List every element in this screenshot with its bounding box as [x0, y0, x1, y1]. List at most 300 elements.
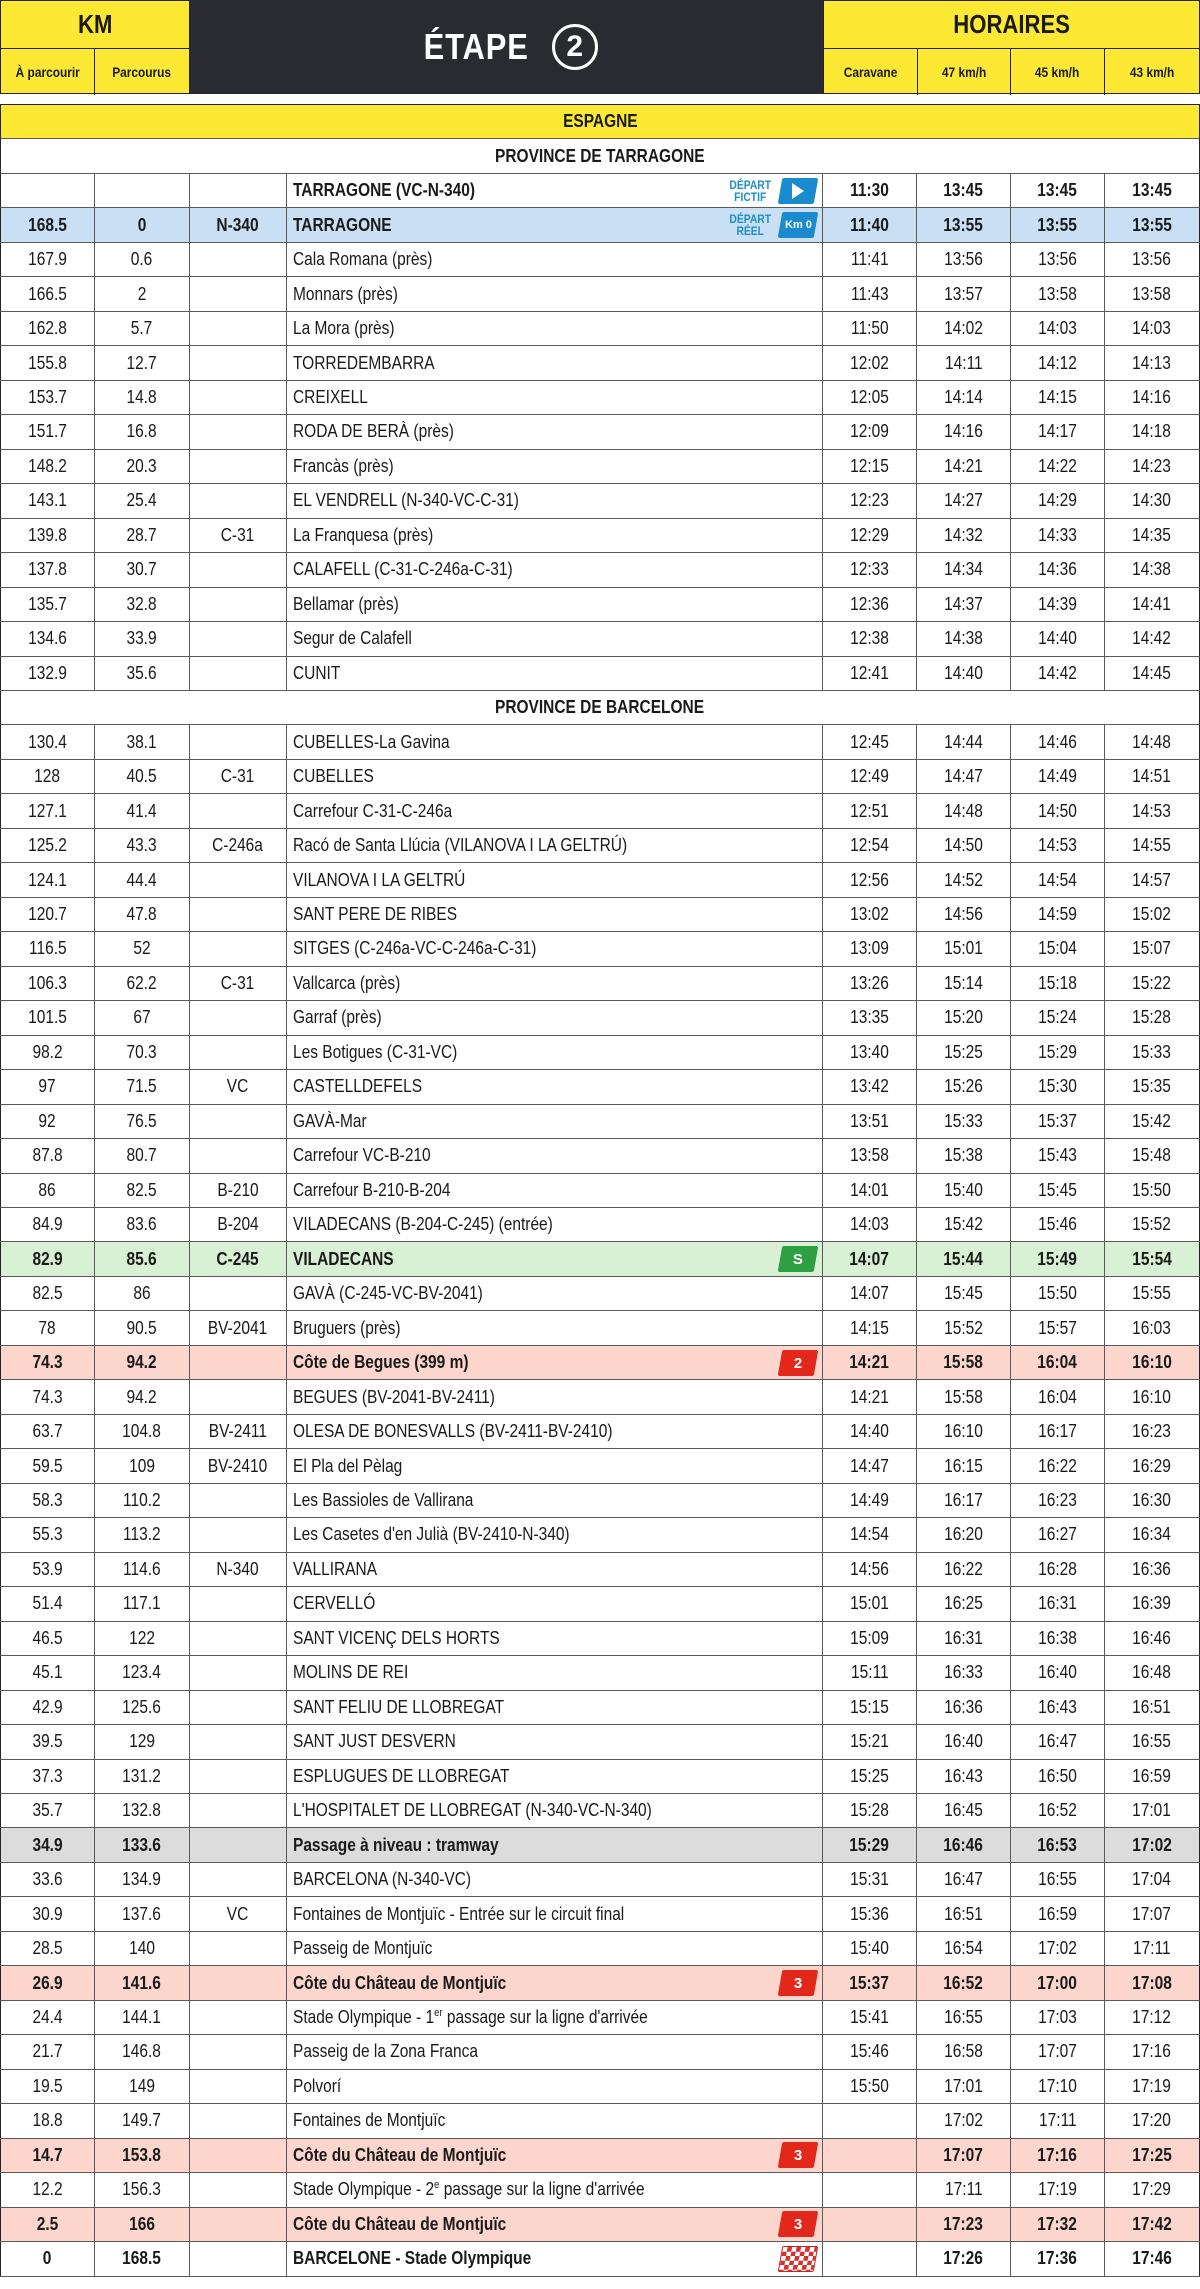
table-row	[0, 208, 1200, 242]
cell-place	[287, 1208, 823, 1241]
cell-text: TARRAGONE (VC-N-340)	[293, 180, 476, 201]
cell-text: 14:54	[1038, 869, 1077, 890]
cell-done	[95, 1794, 190, 1827]
cell-text: 153.8	[122, 2144, 162, 2165]
cell-text: 16:46	[943, 1834, 984, 1855]
cell-text: 13:58	[1038, 283, 1077, 304]
cell-text: 15:46	[850, 2041, 889, 2062]
table-row	[0, 450, 1200, 484]
cell-text: 14:59	[1038, 904, 1077, 925]
climb-category-flag-icon	[778, 2211, 819, 2237]
cell-text: 12:23	[850, 490, 889, 511]
cell-text: 134.9	[122, 1869, 162, 1890]
province-barcelone-row	[0, 691, 1200, 725]
cell-text: 11:50	[850, 318, 889, 339]
cell-s45	[1011, 1001, 1105, 1034]
cell-s47	[917, 174, 1011, 207]
cell-s43	[1105, 1380, 1200, 1413]
cell-text: 17:16	[1132, 2041, 1172, 2062]
cell-text: 14:11	[944, 352, 983, 373]
cell-s45	[1011, 381, 1105, 414]
cell-text: 19.5	[32, 2075, 63, 2096]
cell-text: 14:02	[944, 318, 983, 339]
cell-rem	[0, 1691, 95, 1724]
cell-road	[190, 1794, 287, 1827]
cell-s43	[1105, 277, 1200, 310]
cell-text: 17:32	[1037, 2213, 1078, 2234]
cell-text: 15:52	[944, 1317, 983, 1338]
cell-done	[95, 1966, 190, 1999]
cell-s43	[1105, 1553, 1200, 1586]
cell-text: SANT VICENÇ DELS HORTS	[293, 1627, 500, 1648]
cell-text: 45.1	[32, 1662, 63, 1683]
cell-done	[95, 346, 190, 379]
cell-place	[287, 898, 823, 931]
climb-category-flag-icon	[778, 2142, 819, 2168]
cell-text: 14:36	[1038, 559, 1077, 580]
cell-text: BEGUES (BV-2041-BV-2411)	[293, 1386, 495, 1407]
cell-road	[190, 932, 287, 965]
cell-text: N-340	[216, 214, 260, 235]
cell-text: 14:40	[850, 1421, 889, 1442]
cell-done	[95, 1553, 190, 1586]
cell-text: 148.2	[28, 455, 67, 476]
table-row	[0, 1380, 1200, 1414]
cell-s47	[917, 1449, 1011, 1482]
cell-place	[287, 1484, 823, 1517]
cell-rem	[0, 553, 95, 586]
cell-text: 16:43	[944, 1765, 983, 1786]
cell-s45	[1011, 519, 1105, 552]
cell-s47	[917, 725, 1011, 758]
cell-place	[287, 794, 823, 827]
cell-s47	[917, 1380, 1011, 1413]
cell-text: 16:46	[1132, 1627, 1172, 1648]
cell-s43	[1105, 1242, 1200, 1275]
table-row	[0, 1828, 1200, 1862]
cell-text: 39.5	[32, 1731, 63, 1752]
cell-rem	[0, 1484, 95, 1517]
cell-text: 16:40	[944, 1731, 983, 1752]
cell-car	[823, 1794, 917, 1827]
cell-text: 14:03	[850, 1214, 889, 1235]
cell-text: 15:52	[1132, 1214, 1172, 1235]
cell-text: 13:56	[944, 249, 983, 270]
cell-text: 15:55	[1132, 1283, 1172, 1304]
cell-text: 122	[129, 1627, 155, 1648]
cell-text: 15:01	[850, 1593, 889, 1614]
cell-s45	[1011, 2139, 1105, 2172]
cell-text: MOLINS DE REI	[293, 1662, 409, 1683]
cell-car	[823, 2035, 917, 2068]
cell-text: 14:21	[850, 1386, 889, 1407]
cell-text: 16:27	[1038, 1524, 1077, 1545]
cell-place	[287, 863, 823, 896]
cell-rem	[0, 967, 95, 1000]
cell-s47	[917, 277, 1011, 310]
cell-s45	[1011, 1897, 1105, 1930]
depart-type: RÉEL	[736, 224, 764, 239]
cell-s43	[1105, 450, 1200, 483]
cell-place	[287, 1518, 823, 1551]
cell-text: EL VENDRELL (N-340-VC-C-31)	[293, 490, 519, 511]
cell-text: 15:24	[1038, 1007, 1077, 1028]
cell-text: 14:55	[1132, 835, 1172, 856]
cell-car	[823, 657, 917, 690]
cell-text: 104.8	[122, 1421, 162, 1442]
cell-text: 16:15	[944, 1455, 983, 1476]
table-row	[0, 346, 1200, 380]
cell-done	[95, 1449, 190, 1482]
marker-finish	[780, 2242, 816, 2275]
cell-place	[287, 208, 823, 241]
cell-text: 16:10	[1132, 1386, 1172, 1407]
cell-text: 12:02	[850, 352, 889, 373]
cell-rem	[0, 657, 95, 690]
cell-text: 16:30	[1132, 1489, 1172, 1510]
cell-s47	[917, 381, 1011, 414]
cell-text: 12:45	[850, 731, 889, 752]
cell-text: 15:41	[850, 2007, 889, 2028]
cell-text: 120.7	[28, 904, 67, 925]
cell-car	[823, 794, 917, 827]
cell-text: 15:26	[944, 1076, 983, 1097]
cell-road	[190, 1139, 287, 1172]
cell-done	[95, 1036, 190, 1069]
table-row	[0, 1863, 1200, 1897]
cell-text: 14:16	[944, 421, 983, 442]
marker-reel	[726, 208, 816, 241]
cell-road	[190, 1656, 287, 1689]
cell-text: CUBELLES-La Gavina	[293, 731, 450, 752]
cell-text: 16:47	[1038, 1731, 1077, 1752]
cell-text: 58.3	[32, 1489, 63, 1510]
cell-place	[287, 2035, 823, 2068]
table-row	[0, 2242, 1200, 2276]
cell-s47	[917, 415, 1011, 448]
cell-road	[190, 1036, 287, 1069]
cell-road	[190, 1449, 287, 1482]
cell-s45	[1011, 1966, 1105, 1999]
cell-text: 84.9	[32, 1214, 63, 1235]
cell-s47	[917, 1932, 1011, 1965]
km0-text: Km 0	[784, 219, 812, 232]
cell-car	[823, 1897, 917, 1930]
cell-text: 17:29	[1132, 2179, 1172, 2200]
cell-place	[287, 553, 823, 586]
cell-text: 15:18	[1038, 972, 1077, 993]
cell-text: C-246a	[212, 835, 264, 856]
cell-rem	[0, 346, 95, 379]
cell-rem	[0, 2035, 95, 2068]
cell-road	[190, 725, 287, 758]
cell-s43	[1105, 1587, 1200, 1620]
cell-s43	[1105, 2035, 1200, 2068]
stage-number-circle: 2	[552, 24, 598, 70]
cell-text: 16:53	[1037, 1834, 1078, 1855]
cell-road	[190, 346, 287, 379]
cell-done	[95, 1174, 190, 1207]
cell-text: Carrefour VC-B-210	[293, 1145, 431, 1166]
cell-text: 13:57	[944, 283, 983, 304]
cell-text: 132.9	[28, 662, 67, 683]
speed-43-label: 43 km/h	[1129, 64, 1174, 80]
table-row	[0, 760, 1200, 794]
cell-text: 168.5	[28, 214, 67, 235]
cell-s43	[1105, 1794, 1200, 1827]
cell-rem	[0, 1760, 95, 1793]
cell-text: 16:31	[1038, 1593, 1077, 1614]
cell-text: 14:37	[944, 593, 983, 614]
table-row	[0, 1725, 1200, 1759]
cell-text: 18.8	[32, 2110, 63, 2131]
cell-place	[287, 1932, 823, 1965]
cell-place	[287, 2139, 823, 2172]
cell-text: 14:16	[1132, 386, 1172, 407]
cell-rem	[0, 1277, 95, 1310]
cell-text: Côte du Château de Montjuïc	[293, 1972, 507, 1993]
cell-s47	[917, 2242, 1011, 2275]
cell-text: CALAFELL (C-31-C-246a-C-31)	[293, 559, 513, 580]
cell-text: Cala Romana (près)	[293, 249, 433, 270]
cell-text: B-204	[217, 1214, 259, 1235]
cell-text: C-245	[216, 1248, 260, 1269]
cell-s45	[1011, 1587, 1105, 1620]
cell-text: 12:05	[850, 386, 889, 407]
cell-text: 14:34	[944, 559, 983, 580]
cell-text: 15:58	[943, 1352, 984, 1373]
table-row	[0, 863, 1200, 897]
table-row	[0, 622, 1200, 656]
cell-text: 16:10	[1132, 1352, 1172, 1373]
km0-flag-icon	[778, 212, 819, 238]
cell-text: 11:43	[850, 283, 889, 304]
cell-text: CASTELLDEFELS	[293, 1076, 423, 1097]
cell-place	[287, 1794, 823, 1827]
cell-text: 14:30	[1132, 490, 1172, 511]
cell-s47	[917, 312, 1011, 345]
cell-text: 11:30	[850, 180, 889, 201]
cell-text: Monnars (près)	[293, 283, 398, 304]
cell-text: 52	[133, 938, 151, 959]
cell-place	[287, 1725, 823, 1758]
cell-text: 30.7	[126, 559, 158, 580]
horaires-title: HORAIRES	[953, 9, 1070, 39]
cell-s45	[1011, 932, 1105, 965]
cell-done	[95, 622, 190, 655]
cell-done	[95, 1484, 190, 1517]
cell-text: Côte du Château de Montjuïc	[293, 2213, 507, 2234]
cell-s43	[1105, 243, 1200, 276]
cell-text: 14:49	[1038, 766, 1077, 787]
cell-s47	[917, 1415, 1011, 1448]
cell-s45	[1011, 1449, 1105, 1482]
cell-s45	[1011, 588, 1105, 621]
cell-text: N-340	[216, 1558, 260, 1579]
cell-text: 16:39	[1132, 1593, 1172, 1614]
cell-place	[287, 2208, 823, 2241]
cell-car	[823, 1346, 917, 1379]
cell-text: 13:56	[1132, 249, 1172, 270]
sprint-flag-icon	[778, 1246, 819, 1272]
cell-text: 94.2	[126, 1352, 158, 1373]
cell-s43	[1105, 1277, 1200, 1310]
cell-s47	[917, 1208, 1011, 1241]
cell-text: 15:20	[944, 1007, 983, 1028]
cell-road	[190, 1415, 287, 1448]
cell-text: 16:31	[944, 1627, 983, 1648]
cell-text: 134.6	[28, 628, 67, 649]
cell-text: 14:42	[1132, 628, 1172, 649]
cell-text: 14:56	[850, 1558, 889, 1579]
cell-road	[190, 1346, 287, 1379]
cell-road	[190, 1484, 287, 1517]
cell-text: 16:23	[1038, 1489, 1077, 1510]
cell-text: 168.5	[122, 2248, 162, 2269]
cell-text: 14:38	[944, 628, 983, 649]
cell-text: 74.3	[32, 1386, 63, 1407]
cell-car	[823, 967, 917, 1000]
table-row	[0, 1070, 1200, 1104]
cell-text: 15:31	[850, 1869, 889, 1890]
cell-text: 123.4	[122, 1662, 162, 1683]
cell-text: 78	[38, 1317, 57, 1338]
cell-s47	[917, 1863, 1011, 1896]
table-row	[0, 1311, 1200, 1345]
cell-road	[190, 1622, 287, 1655]
cell-s43	[1105, 967, 1200, 1000]
cell-text: 14.8	[126, 386, 158, 407]
table-row	[0, 2001, 1200, 2035]
cell-text: 26.9	[32, 1972, 63, 1993]
cell-s43	[1105, 932, 1200, 965]
cell-s45	[1011, 1277, 1105, 1310]
cell-place	[287, 588, 823, 621]
cell-s45	[1011, 1691, 1105, 1724]
cell-text: VILADECANS	[293, 1248, 394, 1269]
cell-text: Garraf (près)	[293, 1007, 382, 1028]
cell-text: 76.5	[126, 1110, 158, 1131]
cell-text: 16:48	[1132, 1662, 1172, 1683]
stage-title: ÉTAPE	[423, 26, 530, 67]
cell-road	[190, 794, 287, 827]
cell-road	[190, 312, 287, 345]
cell-s47	[917, 1036, 1011, 1069]
table-row	[0, 1553, 1200, 1587]
stage-title-block	[190, 0, 823, 94]
cell-text: 12:56	[850, 869, 889, 890]
cell-road	[190, 657, 287, 690]
cell-place	[287, 1828, 823, 1861]
cell-done	[95, 1277, 190, 1310]
cell-done	[95, 1897, 190, 1930]
table-row	[0, 381, 1200, 415]
cell-text: 156.3	[122, 2179, 162, 2200]
cell-done	[95, 1415, 190, 1448]
cell-place	[287, 725, 823, 758]
cell-text: La Franquesa (près)	[293, 524, 434, 545]
cell-text: 0	[137, 214, 147, 235]
cell-text: BV-2410	[208, 1455, 268, 1476]
cell-s43	[1105, 2070, 1200, 2103]
cell-done	[95, 2001, 190, 2034]
cell-text: 129	[129, 1731, 155, 1752]
cell-s47	[917, 863, 1011, 896]
cell-text: 38.1	[126, 731, 158, 752]
cell-done	[95, 2104, 190, 2137]
cell-text: 21.7	[32, 2041, 63, 2062]
cell-s47	[917, 450, 1011, 483]
cell-s43	[1105, 519, 1200, 552]
cell-text: 15:33	[944, 1110, 983, 1131]
cell-text: 14:39	[1038, 593, 1077, 614]
cell-text: 116.5	[28, 938, 67, 959]
cell-text: 16:52	[1038, 1800, 1077, 1821]
cell-s47	[917, 1828, 1011, 1861]
cell-text: 149.7	[122, 2110, 162, 2131]
cell-s43	[1105, 1932, 1200, 1965]
cell-text: 92	[38, 1110, 57, 1131]
cell-car	[823, 760, 917, 793]
cell-text: 113.2	[123, 1524, 161, 1545]
marker-cat3	[780, 2208, 816, 2241]
cell-s47	[917, 657, 1011, 690]
cell-text: 15:37	[1038, 1110, 1077, 1131]
cell-text: 33.6	[32, 1869, 63, 1890]
cell-car	[823, 450, 917, 483]
cell-text: 16:58	[944, 2041, 983, 2062]
cell-road	[190, 277, 287, 310]
cell-text: 13:09	[850, 938, 889, 959]
cell-car	[823, 415, 917, 448]
cell-car	[823, 863, 917, 896]
climb-category-flag-icon	[778, 1970, 819, 1996]
cell-text: 14:21	[849, 1352, 890, 1373]
cell-text: 16:52	[943, 1972, 984, 1993]
cell-text: 16:17	[944, 1489, 983, 1510]
cell-text: 17:19	[1038, 2179, 1077, 2200]
table-row	[0, 174, 1200, 208]
cell-done	[95, 1139, 190, 1172]
cell-text: 42.9	[32, 1696, 63, 1717]
cell-road	[190, 1587, 287, 1620]
cell-s47	[917, 829, 1011, 862]
cell-text: 2.5	[36, 2213, 59, 2234]
cell-text: 15:50	[1132, 1179, 1172, 1200]
cell-text: C-31	[221, 766, 255, 787]
cell-text: 16:28	[1038, 1558, 1077, 1579]
cell-road	[190, 450, 287, 483]
cell-s43	[1105, 1760, 1200, 1793]
cell-rem	[0, 1725, 95, 1758]
cell-road	[190, 2208, 287, 2241]
cell-rem	[0, 1449, 95, 1482]
table-row	[0, 553, 1200, 587]
cell-s45	[1011, 1105, 1105, 1138]
cell-s43	[1105, 657, 1200, 690]
cell-text: 12:15	[850, 455, 889, 476]
marker-cat2	[780, 1346, 816, 1379]
cell-car	[823, 1105, 917, 1138]
cell-text: 16:50	[1038, 1765, 1077, 1786]
cell-road	[190, 208, 287, 241]
cell-s47	[917, 484, 1011, 517]
cell-place	[287, 1449, 823, 1482]
table-row	[0, 1208, 1200, 1242]
cell-rem	[0, 1139, 95, 1172]
cell-rem	[0, 1311, 95, 1344]
cell-text: 14:57	[1132, 869, 1172, 890]
